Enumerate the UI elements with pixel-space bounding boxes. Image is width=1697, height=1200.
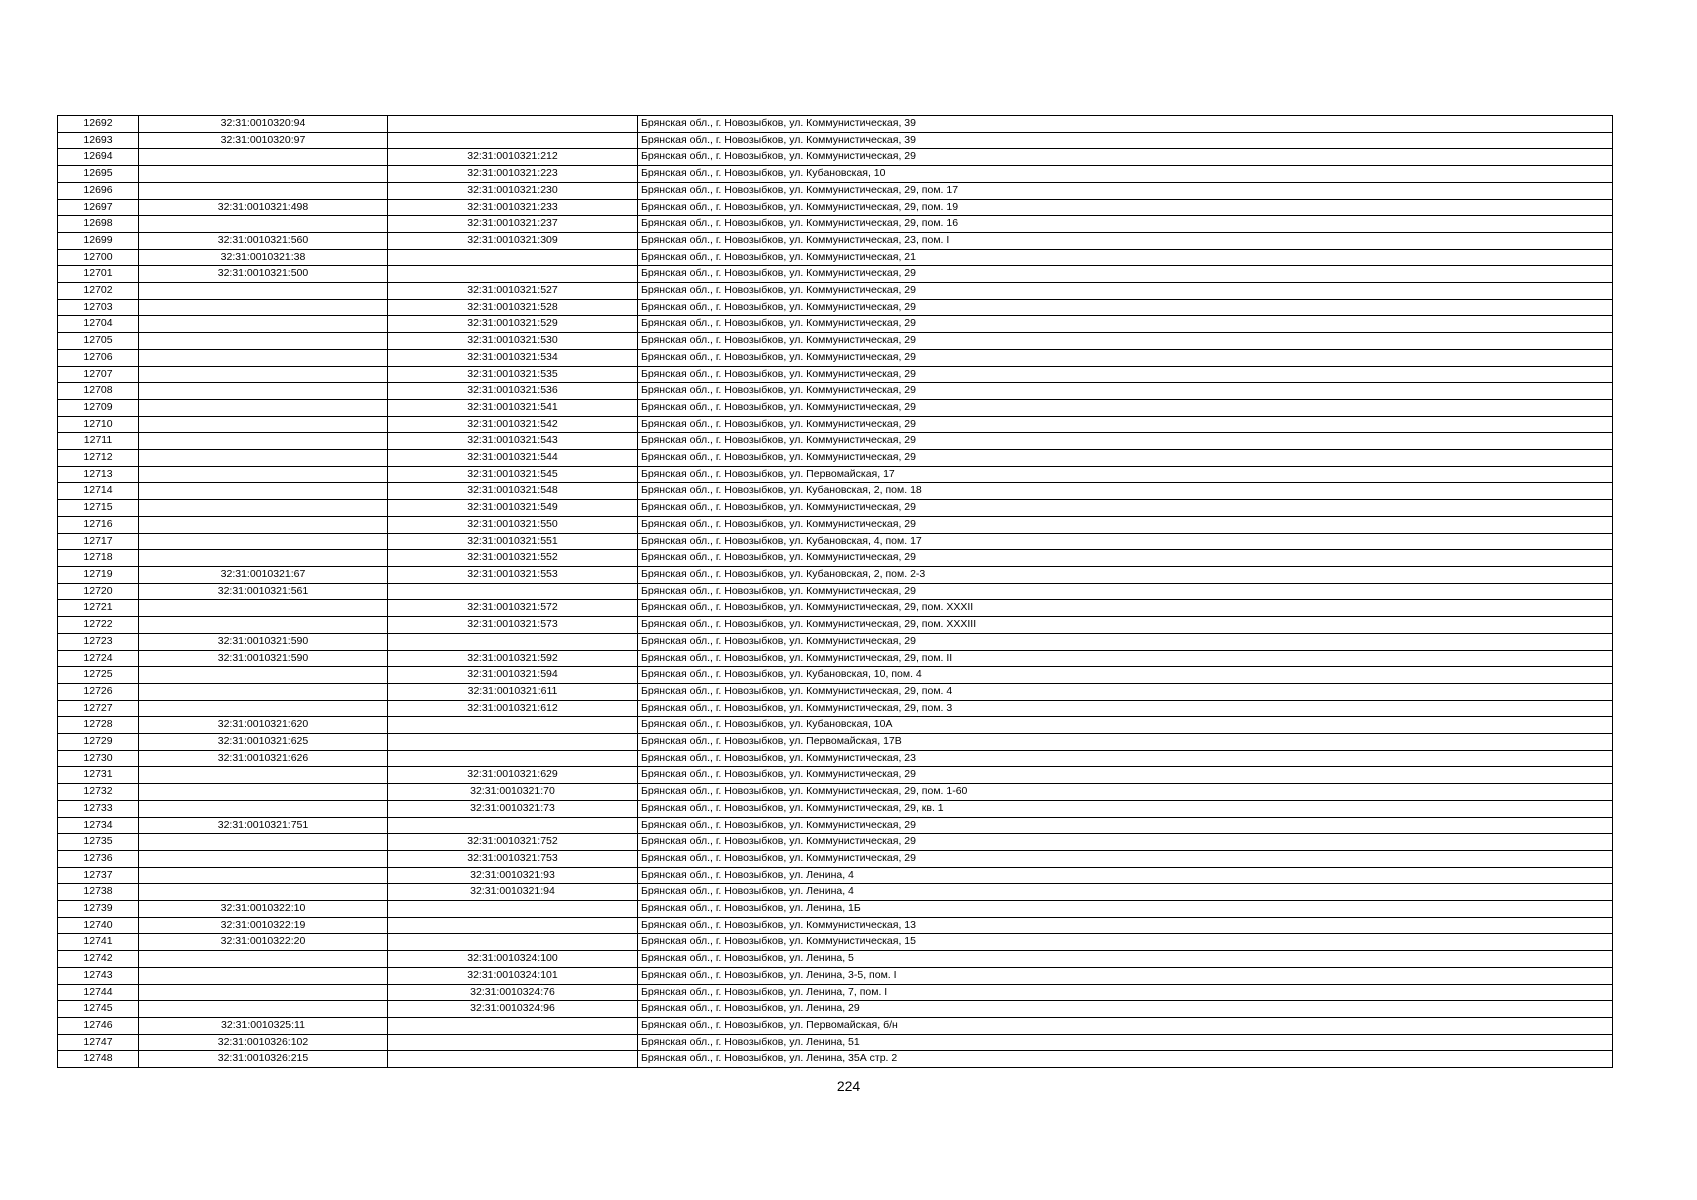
cadastral-number-cell <box>139 834 388 851</box>
cadastral-number-cell: 32:31:0010321:590 <box>139 633 388 650</box>
cadastral-number-cell <box>139 349 388 366</box>
row-number-cell: 12708 <box>58 383 139 400</box>
address-cell: Брянская обл., г. Новозыбков, ул. Коммунистическая, 29, пом. 17 <box>638 182 1613 199</box>
related-cadastral-number-cell: 32:31:0010321:629 <box>388 767 638 784</box>
address-cell: Брянская обл., г. Новозыбков, ул. Коммунистическая, 29 <box>638 299 1613 316</box>
row-number-cell: 12695 <box>58 166 139 183</box>
related-cadastral-number-cell: 32:31:0010321:572 <box>388 600 638 617</box>
table-row <box>58 951 1613 968</box>
cadastral-number-cell: 32:31:0010321:560 <box>139 232 388 249</box>
address-cell: Брянская обл., г. Новозыбков, ул. Кубановская, 2, пом. 18 <box>638 483 1613 500</box>
cadastral-number-cell: 32:31:0010321:38 <box>139 249 388 266</box>
cadastral-number-cell <box>139 316 388 333</box>
related-cadastral-number-cell: 32:31:0010321:70 <box>388 784 638 801</box>
related-cadastral-number-cell <box>388 717 638 734</box>
cadastral-number-cell: 32:31:0010325:11 <box>139 1017 388 1034</box>
address-cell: Брянская обл., г. Новозыбков, ул. Ленина, 4 <box>638 884 1613 901</box>
table-row <box>58 867 1613 884</box>
row-number-cell: 12716 <box>58 516 139 533</box>
cadastral-number-cell <box>139 500 388 517</box>
row-number-cell: 12720 <box>58 583 139 600</box>
address-cell: Брянская обл., г. Новозыбков, ул. Коммунистическая, 29 <box>638 349 1613 366</box>
address-cell: Брянская обл., г. Новозыбков, ул. Ленина, 7, пом. I <box>638 984 1613 1001</box>
related-cadastral-number-cell: 32:31:0010321:753 <box>388 850 638 867</box>
related-cadastral-number-cell: 32:31:0010324:100 <box>388 951 638 968</box>
cadastral-number-cell <box>139 182 388 199</box>
related-cadastral-number-cell: 32:31:0010321:549 <box>388 500 638 517</box>
table-row <box>58 917 1613 934</box>
address-cell: Брянская обл., г. Новозыбков, ул. Коммунистическая, 29 <box>638 383 1613 400</box>
related-cadastral-number-cell <box>388 917 638 934</box>
address-cell: Брянская обл., г. Новозыбков, ул. Ленина, 29 <box>638 1001 1613 1018</box>
row-number-cell: 12733 <box>58 800 139 817</box>
table-row <box>58 566 1613 583</box>
table-row <box>58 667 1613 684</box>
cadastral-number-cell: 32:31:0010321:561 <box>139 583 388 600</box>
related-cadastral-number-cell: 32:31:0010324:96 <box>388 1001 638 1018</box>
row-number-cell: 12725 <box>58 667 139 684</box>
row-number-cell: 12732 <box>58 784 139 801</box>
address-cell: Брянская обл., г. Новозыбков, ул. Коммунистическая, 29 <box>638 450 1613 467</box>
table-row <box>58 901 1613 918</box>
row-number-cell: 12739 <box>58 901 139 918</box>
related-cadastral-number-cell <box>388 1017 638 1034</box>
row-number-cell: 12699 <box>58 232 139 249</box>
address-cell: Брянская обл., г. Новозыбков, ул. Коммунистическая, 15 <box>638 934 1613 951</box>
cadastral-number-cell <box>139 466 388 483</box>
registry-table-body <box>58 116 1613 1068</box>
cadastral-number-cell <box>139 884 388 901</box>
row-number-cell: 12700 <box>58 249 139 266</box>
row-number-cell: 12704 <box>58 316 139 333</box>
cadastral-number-cell <box>139 984 388 1001</box>
table-row <box>58 583 1613 600</box>
address-cell: Брянская обл., г. Новозыбков, ул. Ленина, 1Б <box>638 901 1613 918</box>
cadastral-number-cell <box>139 667 388 684</box>
row-number-cell: 12718 <box>58 550 139 567</box>
row-number-cell: 12698 <box>58 216 139 233</box>
table-row <box>58 884 1613 901</box>
row-number-cell: 12728 <box>58 717 139 734</box>
row-number-cell: 12727 <box>58 700 139 717</box>
address-cell: Брянская обл., г. Новозыбков, ул. Коммунистическая, 29 <box>638 316 1613 333</box>
table-row <box>58 650 1613 667</box>
related-cadastral-number-cell: 32:31:0010321:553 <box>388 566 638 583</box>
cadastral-number-cell: 32:31:0010320:94 <box>139 116 388 133</box>
row-number-cell: 12717 <box>58 533 139 550</box>
row-number-cell: 12742 <box>58 951 139 968</box>
row-number-cell: 12711 <box>58 433 139 450</box>
cadastral-number-cell <box>139 483 388 500</box>
cadastral-number-cell <box>139 399 388 416</box>
table-row <box>58 299 1613 316</box>
address-cell: Брянская обл., г. Новозыбков, ул. Первомайская, б/н <box>638 1017 1613 1034</box>
table-row <box>58 984 1613 1001</box>
cadastral-number-cell: 32:31:0010321:751 <box>139 817 388 834</box>
cadastral-number-cell <box>139 1001 388 1018</box>
related-cadastral-number-cell <box>388 116 638 133</box>
address-cell: Брянская обл., г. Новозыбков, ул. Коммунистическая, 29, пом. XXXII <box>638 600 1613 617</box>
row-number-cell: 12740 <box>58 917 139 934</box>
address-cell: Брянская обл., г. Новозыбков, ул. Коммунистическая, 21 <box>638 249 1613 266</box>
related-cadastral-number-cell: 32:31:0010321:545 <box>388 466 638 483</box>
related-cadastral-number-cell: 32:31:0010321:535 <box>388 366 638 383</box>
address-cell: Брянская обл., г. Новозыбков, ул. Коммунистическая, 29, пом. 19 <box>638 199 1613 216</box>
related-cadastral-number-cell: 32:31:0010321:223 <box>388 166 638 183</box>
cadastral-number-cell <box>139 967 388 984</box>
cadastral-number-cell: 32:31:0010321:498 <box>139 199 388 216</box>
related-cadastral-number-cell: 32:31:0010321:73 <box>388 800 638 817</box>
address-cell: Брянская обл., г. Новозыбков, ул. Ленина, 4 <box>638 867 1613 884</box>
address-cell: Брянская обл., г. Новозыбков, ул. Коммунистическая, 29 <box>638 266 1613 283</box>
cadastral-number-cell <box>139 600 388 617</box>
address-cell: Брянская обл., г. Новозыбков, ул. Коммунистическая, 29, пом. XXXIII <box>638 617 1613 634</box>
cadastral-number-cell <box>139 533 388 550</box>
related-cadastral-number-cell <box>388 583 638 600</box>
row-number-cell: 12713 <box>58 466 139 483</box>
related-cadastral-number-cell: 32:31:0010321:550 <box>388 516 638 533</box>
address-cell: Брянская обл., г. Новозыбков, ул. Ленина, 51 <box>638 1034 1613 1051</box>
table-row <box>58 750 1613 767</box>
address-cell: Брянская обл., г. Новозыбков, ул. Кубановская, 10А <box>638 717 1613 734</box>
table-row <box>58 266 1613 283</box>
address-cell: Брянская обл., г. Новозыбков, ул. Коммунистическая, 29 <box>638 416 1613 433</box>
related-cadastral-number-cell: 32:31:0010321:548 <box>388 483 638 500</box>
table-row <box>58 800 1613 817</box>
related-cadastral-number-cell: 32:31:0010321:534 <box>388 349 638 366</box>
cadastral-number-cell: 32:31:0010321:626 <box>139 750 388 767</box>
related-cadastral-number-cell: 32:31:0010324:101 <box>388 967 638 984</box>
related-cadastral-number-cell <box>388 934 638 951</box>
table-row <box>58 500 1613 517</box>
related-cadastral-number-cell: 32:31:0010321:309 <box>388 232 638 249</box>
table-row <box>58 633 1613 650</box>
table-row <box>58 383 1613 400</box>
related-cadastral-number-cell: 32:31:0010321:612 <box>388 700 638 717</box>
cadastral-number-cell <box>139 683 388 700</box>
address-cell: Брянская обл., г. Новозыбков, ул. Коммунистическая, 29 <box>638 850 1613 867</box>
related-cadastral-number-cell <box>388 750 638 767</box>
row-number-cell: 12721 <box>58 600 139 617</box>
cadastral-number-cell <box>139 383 388 400</box>
address-cell: Брянская обл., г. Новозыбков, ул. Коммунистическая, 29 <box>638 633 1613 650</box>
table-row <box>58 433 1613 450</box>
table-row <box>58 333 1613 350</box>
address-cell: Брянская обл., г. Новозыбков, ул. Коммунистическая, 29 <box>638 834 1613 851</box>
table-row <box>58 349 1613 366</box>
table-row <box>58 934 1613 951</box>
table-row <box>58 784 1613 801</box>
table-row <box>58 550 1613 567</box>
address-cell: Брянская обл., г. Новозыбков, ул. Коммунистическая, 29 <box>638 817 1613 834</box>
cadastral-number-cell <box>139 700 388 717</box>
address-cell: Брянская обл., г. Новозыбков, ул. Коммунистическая, 23, пом. I <box>638 232 1613 249</box>
related-cadastral-number-cell <box>388 734 638 751</box>
cadastral-number-cell <box>139 617 388 634</box>
address-cell: Брянская обл., г. Новозыбков, ул. Коммунистическая, 29, пом. 3 <box>638 700 1613 717</box>
table-row <box>58 683 1613 700</box>
cadastral-number-cell <box>139 800 388 817</box>
address-cell: Брянская обл., г. Новозыбков, ул. Коммунистическая, 29 <box>638 149 1613 166</box>
table-row <box>58 967 1613 984</box>
row-number-cell: 12701 <box>58 266 139 283</box>
address-cell: Брянская обл., г. Новозыбков, ул. Первомайская, 17В <box>638 734 1613 751</box>
row-number-cell: 12706 <box>58 349 139 366</box>
cadastral-number-cell <box>139 784 388 801</box>
related-cadastral-number-cell: 32:31:0010321:752 <box>388 834 638 851</box>
table-row <box>58 734 1613 751</box>
row-number-cell: 12747 <box>58 1034 139 1051</box>
table-row <box>58 182 1613 199</box>
row-number-cell: 12705 <box>58 333 139 350</box>
row-number-cell: 12703 <box>58 299 139 316</box>
address-cell: Брянская обл., г. Новозыбков, ул. Коммунистическая, 13 <box>638 917 1613 934</box>
table-row <box>58 617 1613 634</box>
related-cadastral-number-cell: 32:31:0010321:611 <box>388 683 638 700</box>
related-cadastral-number-cell: 32:31:0010321:594 <box>388 667 638 684</box>
table-row <box>58 366 1613 383</box>
cadastral-number-cell <box>139 333 388 350</box>
related-cadastral-number-cell <box>388 1051 638 1068</box>
related-cadastral-number-cell: 32:31:0010321:543 <box>388 433 638 450</box>
related-cadastral-number-cell <box>388 901 638 918</box>
row-number-cell: 12746 <box>58 1017 139 1034</box>
cadastral-number-cell: 32:31:0010321:620 <box>139 717 388 734</box>
cadastral-number-cell: 32:31:0010320:97 <box>139 132 388 149</box>
row-number-cell: 12707 <box>58 366 139 383</box>
cadastral-number-cell <box>139 283 388 300</box>
related-cadastral-number-cell <box>388 132 638 149</box>
table-row <box>58 216 1613 233</box>
page-number: 224 <box>836 1078 861 1094</box>
table-row <box>58 316 1613 333</box>
related-cadastral-number-cell: 32:31:0010321:551 <box>388 533 638 550</box>
address-cell: Брянская обл., г. Новозыбков, ул. Коммунистическая, 29 <box>638 500 1613 517</box>
table-row <box>58 166 1613 183</box>
table-row <box>58 834 1613 851</box>
table-row <box>58 717 1613 734</box>
row-number-cell: 12743 <box>58 967 139 984</box>
cadastral-number-cell <box>139 433 388 450</box>
address-cell: Брянская обл., г. Новозыбков, ул. Коммунистическая, 39 <box>638 132 1613 149</box>
cadastral-number-cell: 32:31:0010321:625 <box>139 734 388 751</box>
row-number-cell: 12736 <box>58 850 139 867</box>
row-number-cell: 12719 <box>58 566 139 583</box>
related-cadastral-number-cell: 32:31:0010321:544 <box>388 450 638 467</box>
table-row <box>58 1001 1613 1018</box>
row-number-cell: 12734 <box>58 817 139 834</box>
address-cell: Брянская обл., г. Новозыбков, ул. Коммунистическая, 29 <box>638 283 1613 300</box>
address-cell: Брянская обл., г. Новозыбков, ул. Ленина, 35А стр. 2 <box>638 1051 1613 1068</box>
table-row <box>58 483 1613 500</box>
cadastral-number-cell <box>139 767 388 784</box>
related-cadastral-number-cell: 32:31:0010321:233 <box>388 199 638 216</box>
address-cell: Брянская обл., г. Новозыбков, ул. Кубановская, 4, пом. 17 <box>638 533 1613 550</box>
related-cadastral-number-cell <box>388 266 638 283</box>
address-cell: Брянская обл., г. Новозыбков, ул. Коммунистическая, 29 <box>638 399 1613 416</box>
address-cell: Брянская обл., г. Новозыбков, ул. Коммунистическая, 29, пом. 1-60 <box>638 784 1613 801</box>
cadastral-number-cell <box>139 516 388 533</box>
table-row <box>58 416 1613 433</box>
related-cadastral-number-cell: 32:31:0010321:573 <box>388 617 638 634</box>
related-cadastral-number-cell: 32:31:0010321:542 <box>388 416 638 433</box>
address-cell: Брянская обл., г. Новозыбков, ул. Коммунистическая, 29, пом. 4 <box>638 683 1613 700</box>
address-cell: Брянская обл., г. Новозыбков, ул. Коммунистическая, 29 <box>638 583 1613 600</box>
table-row <box>58 1051 1613 1068</box>
cadastral-number-cell: 32:31:0010322:20 <box>139 934 388 951</box>
address-cell: Брянская обл., г. Новозыбков, ул. Коммунистическая, 29 <box>638 550 1613 567</box>
table-row <box>58 149 1613 166</box>
table-row <box>58 199 1613 216</box>
cadastral-number-cell <box>139 166 388 183</box>
cadastral-number-cell <box>139 366 388 383</box>
table-row <box>58 850 1613 867</box>
address-cell: Брянская обл., г. Новозыбков, ул. Коммунистическая, 29, кв. 1 <box>638 800 1613 817</box>
table-row <box>58 1017 1613 1034</box>
cadastral-number-cell: 32:31:0010322:19 <box>139 917 388 934</box>
address-cell: Брянская обл., г. Новозыбков, ул. Коммунистическая, 29 <box>638 516 1613 533</box>
row-number-cell: 12692 <box>58 116 139 133</box>
row-number-cell: 12738 <box>58 884 139 901</box>
row-number-cell: 12709 <box>58 399 139 416</box>
related-cadastral-number-cell: 32:31:0010321:529 <box>388 316 638 333</box>
cadastral-number-cell: 32:31:0010321:590 <box>139 650 388 667</box>
address-cell: Брянская обл., г. Новозыбков, ул. Кубановская, 2, пом. 2-3 <box>638 566 1613 583</box>
cadastral-number-cell: 32:31:0010326:102 <box>139 1034 388 1051</box>
table-row <box>58 249 1613 266</box>
related-cadastral-number-cell: 32:31:0010321:592 <box>388 650 638 667</box>
table-row <box>58 1034 1613 1051</box>
related-cadastral-number-cell <box>388 633 638 650</box>
address-cell: Брянская обл., г. Новозыбков, ул. Коммунистическая, 29 <box>638 767 1613 784</box>
cadastral-number-cell: 32:31:0010326:215 <box>139 1051 388 1068</box>
table-row <box>58 600 1613 617</box>
table-row <box>58 283 1613 300</box>
row-number-cell: 12714 <box>58 483 139 500</box>
related-cadastral-number-cell: 32:31:0010321:552 <box>388 550 638 567</box>
related-cadastral-number-cell: 32:31:0010321:528 <box>388 299 638 316</box>
related-cadastral-number-cell <box>388 1034 638 1051</box>
cadastral-number-cell <box>139 867 388 884</box>
address-cell: Брянская обл., г. Новозыбков, ул. Кубановская, 10 <box>638 166 1613 183</box>
table-row <box>58 516 1613 533</box>
address-cell: Брянская обл., г. Новозыбков, ул. Коммунистическая, 29, пом. II <box>638 650 1613 667</box>
row-number-cell: 12730 <box>58 750 139 767</box>
address-cell: Брянская обл., г. Новозыбков, ул. Коммунистическая, 29 <box>638 333 1613 350</box>
related-cadastral-number-cell: 32:31:0010321:93 <box>388 867 638 884</box>
related-cadastral-number-cell: 32:31:0010321:527 <box>388 283 638 300</box>
related-cadastral-number-cell: 32:31:0010321:212 <box>388 149 638 166</box>
address-cell: Брянская обл., г. Новозыбков, ул. Ленина, 3-5, пом. I <box>638 967 1613 984</box>
address-cell: Брянская обл., г. Новозыбков, ул. Ленина, 5 <box>638 951 1613 968</box>
table-row <box>58 817 1613 834</box>
related-cadastral-number-cell: 32:31:0010321:530 <box>388 333 638 350</box>
table-row <box>58 700 1613 717</box>
row-number-cell: 12748 <box>58 1051 139 1068</box>
cadastral-number-cell: 32:31:0010322:10 <box>139 901 388 918</box>
cadastral-number-cell: 32:31:0010321:67 <box>139 566 388 583</box>
row-number-cell: 12745 <box>58 1001 139 1018</box>
cadastral-number-cell <box>139 216 388 233</box>
cadastral-number-cell <box>139 450 388 467</box>
row-number-cell: 12726 <box>58 683 139 700</box>
cadastral-number-cell <box>139 299 388 316</box>
row-number-cell: 12696 <box>58 182 139 199</box>
table-row <box>58 116 1613 133</box>
row-number-cell: 12715 <box>58 500 139 517</box>
address-cell: Брянская обл., г. Новозыбков, ул. Первомайская, 17 <box>638 466 1613 483</box>
address-cell: Брянская обл., г. Новозыбков, ул. Коммунистическая, 29 <box>638 433 1613 450</box>
address-cell: Брянская обл., г. Новозыбков, ул. Коммунистическая, 23 <box>638 750 1613 767</box>
table-row <box>58 132 1613 149</box>
related-cadastral-number-cell: 32:31:0010321:237 <box>388 216 638 233</box>
row-number-cell: 12712 <box>58 450 139 467</box>
row-number-cell: 12724 <box>58 650 139 667</box>
related-cadastral-number-cell: 32:31:0010321:94 <box>388 884 638 901</box>
row-number-cell: 12710 <box>58 416 139 433</box>
row-number-cell: 12722 <box>58 617 139 634</box>
cadastral-number-cell <box>139 149 388 166</box>
row-number-cell: 12697 <box>58 199 139 216</box>
cadastral-number-cell <box>139 951 388 968</box>
table-row <box>58 533 1613 550</box>
address-cell: Брянская обл., г. Новозыбков, ул. Коммунистическая, 29, пом. 16 <box>638 216 1613 233</box>
table-row <box>58 399 1613 416</box>
cadastral-number-cell <box>139 850 388 867</box>
table-row <box>58 767 1613 784</box>
registry-table <box>57 115 1613 1068</box>
table-row <box>58 232 1613 249</box>
related-cadastral-number-cell: 32:31:0010321:230 <box>388 182 638 199</box>
related-cadastral-number-cell: 32:31:0010321:536 <box>388 383 638 400</box>
cadastral-number-cell <box>139 416 388 433</box>
row-number-cell: 12735 <box>58 834 139 851</box>
cadastral-number-cell <box>139 550 388 567</box>
row-number-cell: 12744 <box>58 984 139 1001</box>
row-number-cell: 12723 <box>58 633 139 650</box>
related-cadastral-number-cell: 32:31:0010324:76 <box>388 984 638 1001</box>
address-cell: Брянская обл., г. Новозыбков, ул. Коммунистическая, 39 <box>638 116 1613 133</box>
table-row <box>58 466 1613 483</box>
row-number-cell: 12729 <box>58 734 139 751</box>
row-number-cell: 12731 <box>58 767 139 784</box>
cadastral-number-cell: 32:31:0010321:500 <box>139 266 388 283</box>
table-row <box>58 450 1613 467</box>
related-cadastral-number-cell <box>388 817 638 834</box>
row-number-cell: 12741 <box>58 934 139 951</box>
related-cadastral-number-cell <box>388 249 638 266</box>
address-cell: Брянская обл., г. Новозыбков, ул. Коммунистическая, 29 <box>638 366 1613 383</box>
row-number-cell: 12694 <box>58 149 139 166</box>
address-cell: Брянская обл., г. Новозыбков, ул. Кубановская, 10, пом. 4 <box>638 667 1613 684</box>
related-cadastral-number-cell: 32:31:0010321:541 <box>388 399 638 416</box>
row-number-cell: 12702 <box>58 283 139 300</box>
row-number-cell: 12693 <box>58 132 139 149</box>
row-number-cell: 12737 <box>58 867 139 884</box>
